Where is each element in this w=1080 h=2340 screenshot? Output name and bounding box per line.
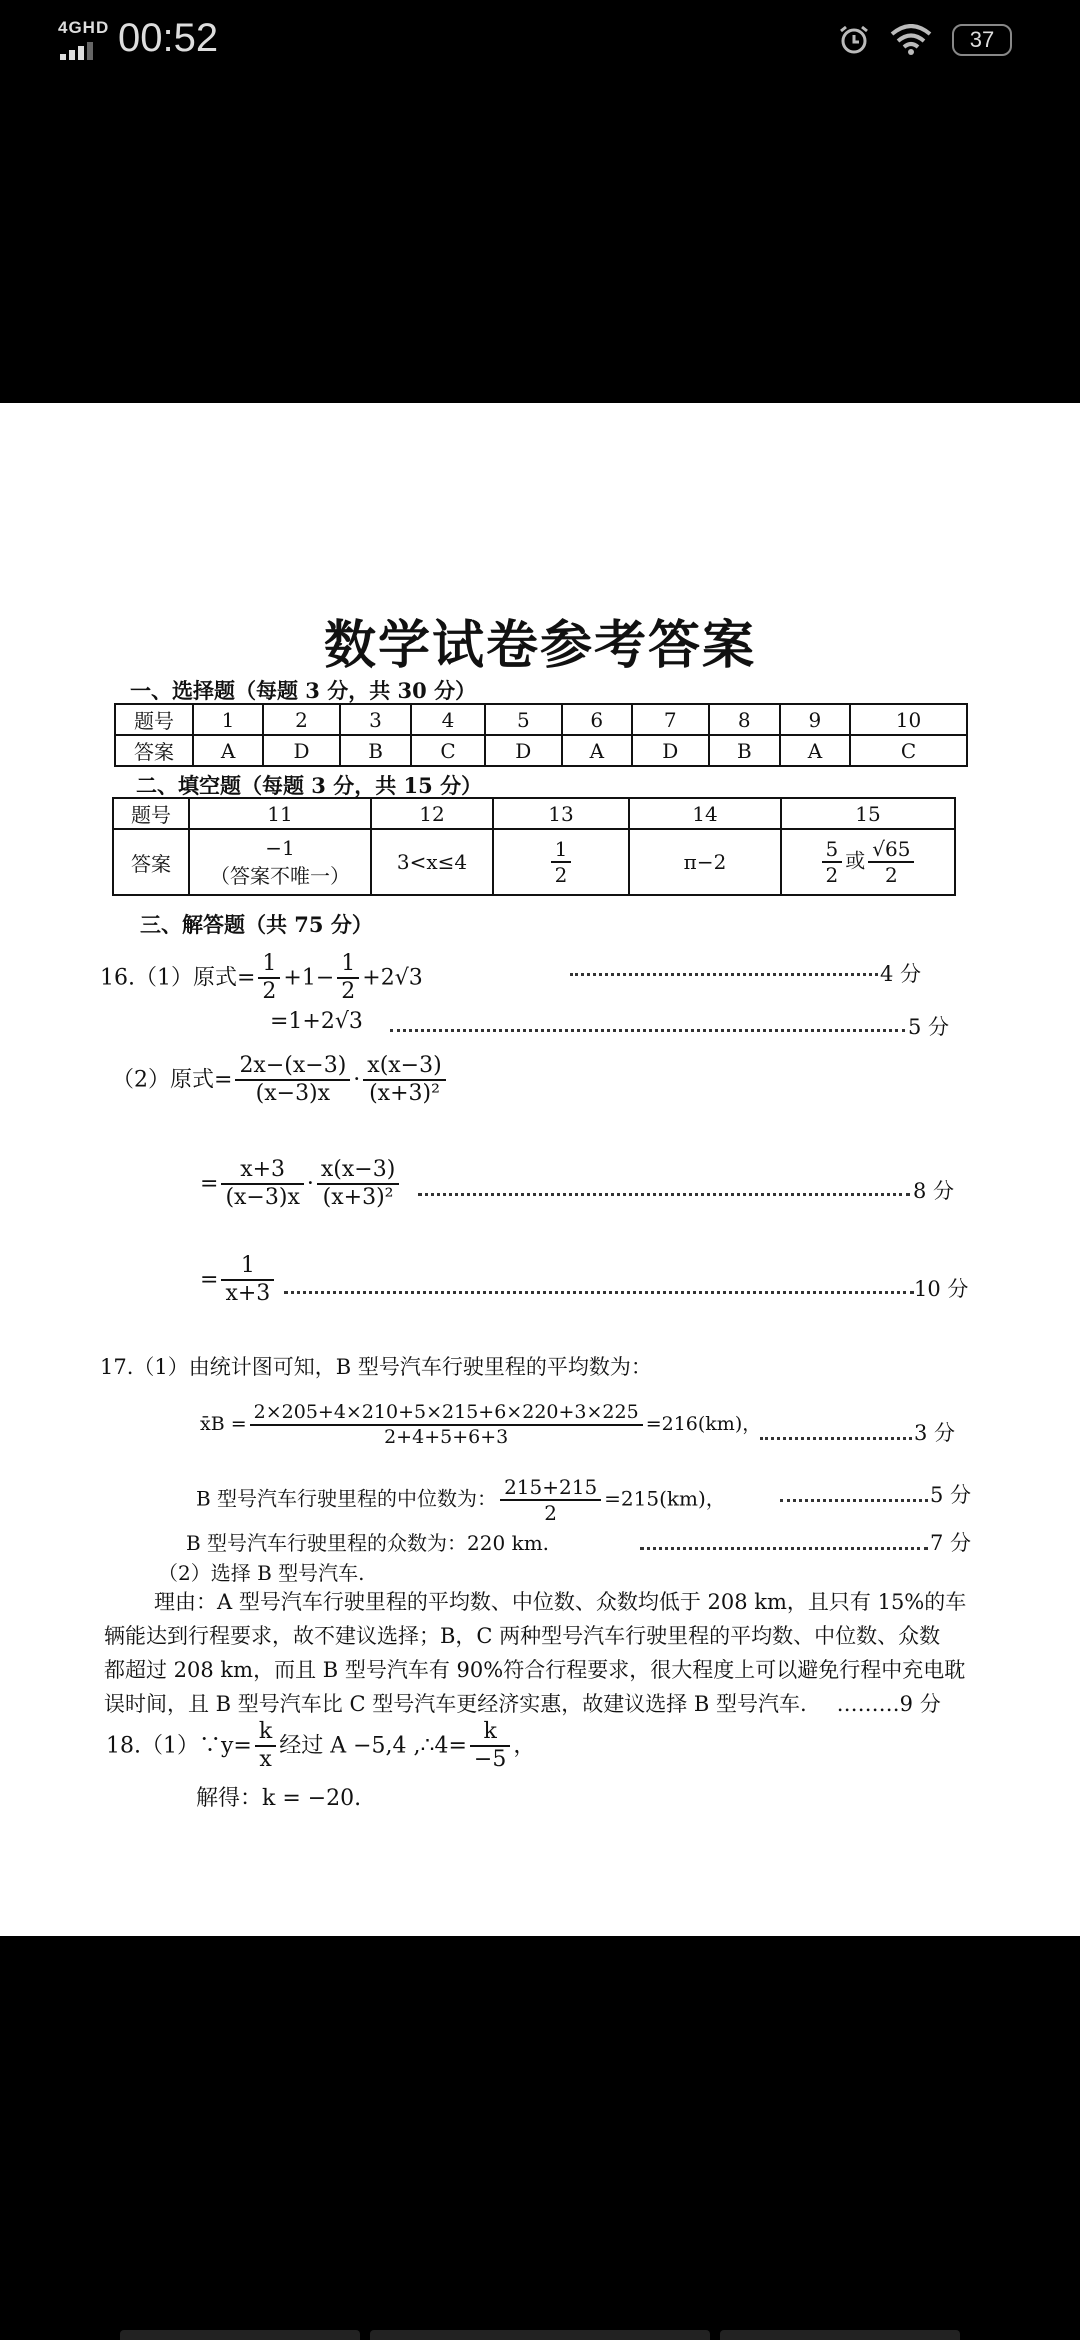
answer-cell: A (780, 735, 850, 766)
num-cell: 14 (629, 798, 781, 829)
status-bar (0, 0, 1080, 90)
num-cell: 8 (709, 704, 780, 735)
wifi-icon (890, 24, 932, 56)
q18-line1: 18.（1）∵y= $\frac{k}{x}$ 经过 A −5,4 ,∴4= $\frac{k}{-5}$ ， (106, 1719, 536, 1773)
battery-indicator: 37 (952, 24, 1012, 56)
q16-part2-step2: = $\frac{x+3}{(x-3)x}$ · $\frac{x(x-3)}{\text{(x+3)²}}$ (200, 1157, 402, 1212)
signal-icon (60, 40, 100, 60)
q16-part1: 16.（1）原式= $\frac{1}{2}$ +1− $\frac{1}{2}$ +2√3 (100, 951, 423, 1005)
dot-leader (570, 973, 878, 976)
fraction: $\frac{5}{2}$ (822, 837, 843, 887)
answer-cell: A (562, 735, 632, 766)
num-cell: 12 (371, 798, 493, 829)
score: 7 分 (930, 1531, 972, 1555)
dot-leader (284, 1291, 914, 1294)
header-label: 题号 (115, 704, 193, 735)
page-title: 数学试卷参考答案 (323, 615, 756, 676)
num-cell: 7 (632, 704, 709, 735)
q17-mode: B 型号汽车行驶里程的众数为：220 km. (186, 1531, 550, 1555)
answer-cell: D (485, 735, 562, 766)
answer-cell: B (709, 735, 780, 766)
score: 4 分 (880, 962, 922, 986)
num-cell: 9 (780, 704, 850, 735)
answer-cell: B (340, 735, 411, 766)
num-cell: 2 (263, 704, 340, 735)
nav-bar-segment (370, 2330, 710, 2340)
num-cell: 5 (485, 704, 562, 735)
q16-part1-line2: =1+2√3 (270, 1009, 363, 1034)
answer-14: π−2 (629, 829, 781, 895)
q17-mean: x̄B = $\frac{2\times 205+4\times 210+5\times 215+6\times 220+3\times 225}{2+4+5+6+3}$ =216(km)， (200, 1401, 762, 1448)
dot-leader (418, 1193, 910, 1196)
score: 5 分 (930, 1483, 972, 1507)
score: 10 分 (914, 1277, 969, 1301)
dot-leader (780, 1499, 928, 1502)
status-time: 00:52 (118, 16, 219, 60)
q18-line2: 解得：k = −20. (196, 1786, 362, 1811)
fill-answer-table (112, 797, 956, 896)
score: 3 分 (914, 1421, 956, 1445)
section3-title: 三、解答题（共 75 分） (140, 912, 373, 937)
q17-median: B 型号汽车行驶里程的中位数为： $\frac{215+215}{2}$ =215(km)， (196, 1475, 726, 1525)
answer-cell: C (850, 735, 967, 766)
answer-sheet-photo (0, 403, 1080, 1936)
num-cell: 4 (411, 704, 485, 735)
answer-12: 3<x≤4 (371, 829, 493, 895)
alarm-icon (838, 24, 870, 56)
fraction: $\frac{1}{2}$ (551, 837, 572, 887)
network-type: 4GHD (58, 18, 110, 37)
answer-label: 答案 (115, 735, 193, 766)
score: 5 分 (908, 1015, 950, 1039)
q17-part2: （2）选择 B 型号汽车. (158, 1561, 365, 1585)
q17-intro: 17.（1）由统计图可知，B 型号汽车行驶里程的平均数为： (100, 1355, 652, 1379)
num-cell: 15 (781, 798, 955, 829)
fraction: $\frac{√65}{2}$ (868, 837, 914, 887)
num-cell: 13 (493, 798, 629, 829)
q16-part2-step3: = $\frac{1}{x+3}$ (200, 1253, 277, 1308)
answer-cell: D (263, 735, 340, 766)
answer-11-note: （答案不唯一） (210, 863, 350, 888)
or-text: 或 (845, 848, 866, 873)
nav-bar-segment (720, 2330, 960, 2340)
answer-13 (493, 829, 629, 895)
num-cell: 3 (340, 704, 411, 735)
section1-title: 一、选择题（每题 3 分，共 30 分） (130, 678, 477, 703)
answer-11 (189, 829, 371, 895)
num-cell: 6 (562, 704, 632, 735)
choice-answer-table (114, 703, 968, 767)
dot-leader (640, 1547, 928, 1550)
num-cell: 1 (193, 704, 263, 735)
bottom-black-area (0, 1936, 1080, 2340)
q17-reason: 理由：A 型号汽车行驶里程的平均数、中位数、众数均低于 208 km，且只有 15%的车 辆能达到行程要求，故不建议选择；B，C 两种型号汽车行驶里程的平均数、中位数、众数 都超过 208 km，而且 B 型号汽车有 90%符合行程要求，很大程度上可以避免行程中充电耽 误时间，且 B 型号汽车比 C 型号汽车更经济实惠，故建议选择 B 型号汽车. ………9 分 (104, 1590, 967, 1716)
answer-15 (781, 829, 955, 895)
q16-part2: （2）原式= $\frac{2x-(x-3)}{(x-3)x}$ · $\frac{x(x-3)}{\text{(x+3)²}}$ (112, 1053, 449, 1108)
answer-cell: A (193, 735, 263, 766)
num-cell: 10 (850, 704, 967, 735)
dot-leader (760, 1437, 912, 1440)
score: 8 分 (913, 1179, 955, 1203)
header-label: 题号 (113, 798, 189, 829)
dot-leader (390, 1029, 905, 1032)
section2-title: 二、填空题（每题 3 分，共 15 分） (136, 773, 483, 798)
answer-cell: C (411, 735, 485, 766)
num-cell: 11 (189, 798, 371, 829)
answer-cell: D (632, 735, 709, 766)
nav-bar-segment (120, 2330, 360, 2340)
answer-11-value: −1 (265, 835, 295, 860)
answer-label: 答案 (113, 829, 189, 895)
